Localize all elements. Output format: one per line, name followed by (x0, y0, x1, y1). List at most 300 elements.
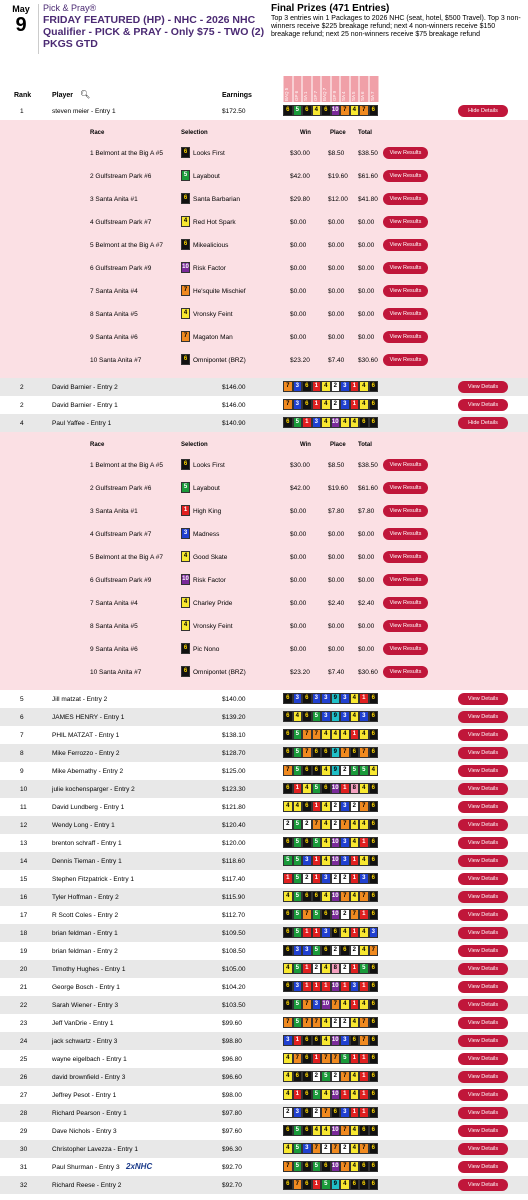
total-amount: $41.80 (358, 196, 378, 203)
selection-square: 4 (359, 855, 369, 866)
detail-row (0, 211, 528, 234)
view-details-button[interactable]: View Details (458, 711, 508, 723)
place-col-header: Place (330, 442, 346, 448)
view-results-button[interactable]: View Results (383, 193, 428, 205)
place-amount: $19.60 (328, 485, 348, 492)
earnings-cell: $120.00 (222, 840, 246, 847)
race-name: 1 Belmont at the Big A #5 (90, 462, 163, 469)
view-details-button[interactable]: View Details (458, 1089, 508, 1101)
view-results-button[interactable]: View Results (383, 620, 428, 632)
selection-square: 4 (283, 1071, 293, 1082)
selections (283, 1035, 378, 1046)
selection-square: 5 (293, 891, 303, 902)
selection-square: 7 (331, 999, 341, 1010)
horse-number: 6 (181, 354, 190, 365)
horse-number: 6 (181, 459, 190, 470)
player-cell[interactable]: Christopher Lavezza - Entry 1 (52, 1146, 138, 1153)
selection-square: 4 (283, 1143, 293, 1154)
race-header-0: BAQ 5 (283, 76, 293, 102)
view-results-button[interactable]: View Results (383, 528, 428, 540)
view-details-button[interactable]: View Details (458, 1017, 508, 1029)
selections (283, 1071, 378, 1082)
player-cell[interactable]: wayne eigelbach - Entry 1 (52, 1056, 127, 1063)
selection-square: 6 (331, 927, 341, 938)
view-details-button[interactable]: View Details (458, 747, 508, 759)
selection-square: 1 (350, 855, 360, 866)
rank-cell: 28 (20, 1110, 28, 1117)
table-row (0, 1014, 528, 1032)
view-details-button[interactable]: View Details (458, 693, 508, 705)
selection-square: 4 (321, 1035, 331, 1046)
selection-square: 10 (321, 999, 331, 1010)
selection-square: 7 (359, 1035, 369, 1046)
earnings-cell: $112.70 (222, 912, 246, 919)
table-row (0, 906, 528, 924)
selection-square: 1 (359, 1089, 369, 1100)
table-row (0, 744, 528, 762)
view-details-button[interactable]: View Details (458, 1107, 508, 1119)
selection-square: 6 (350, 747, 360, 758)
selection-square: 7 (359, 105, 369, 116)
rank-cell: 29 (20, 1128, 28, 1135)
selection-square: 6 (283, 909, 293, 920)
player-cell[interactable]: Paul Yaffee - Entry 1 (52, 420, 112, 427)
selection-square: 2 (331, 1071, 341, 1082)
selection-square: 6 (312, 765, 322, 776)
player-cell[interactable]: Richard Reese - Entry 2 (52, 1182, 122, 1189)
rank-cell: 5 (20, 696, 24, 703)
place-amount: $2.40 (328, 600, 345, 607)
win-amount: $0.00 (290, 508, 307, 515)
race-name: 4 Gulfstream Park #7 (90, 531, 152, 538)
view-details-button[interactable]: View Details (458, 381, 508, 393)
selection-square: 5 (293, 747, 303, 758)
selections (283, 999, 378, 1010)
player-cell[interactable]: brian feldman - Entry 2 (52, 948, 118, 955)
selection-square: 7 (340, 105, 350, 116)
horse-name: Santa Barbarian (193, 196, 240, 203)
player-cell[interactable]: Jeff VanDrie - Entry 1 (52, 1020, 114, 1027)
selection-square: 1 (359, 981, 369, 992)
horse-number: 4 (181, 597, 190, 608)
view-details-button[interactable]: View Details (458, 783, 508, 795)
view-results-button[interactable]: View Results (383, 574, 428, 586)
detail-row (0, 477, 528, 500)
selection-square: 2 (283, 1107, 293, 1118)
view-results-button[interactable]: View Results (383, 643, 428, 655)
earnings-cell: $123.30 (222, 786, 246, 793)
rank-cell: 6 (20, 714, 24, 721)
selection-square: 3 (293, 1107, 303, 1118)
horse-name: Vronsky Feint (193, 311, 233, 318)
selections (283, 711, 378, 722)
player-cell[interactable]: R Scott Coles - Entry 2 (52, 912, 119, 919)
view-details-button[interactable]: View Details (458, 873, 508, 885)
selection-square: 6 (321, 747, 331, 758)
player-cell[interactable]: Timothy Hughes - Entry 1 (52, 966, 126, 973)
earnings-cell: $115.90 (222, 894, 246, 901)
player-cell[interactable]: David Barnier - Entry 1 (52, 402, 118, 409)
selection-square: 5 (312, 711, 322, 722)
race-name: 8 Santa Anita #5 (90, 623, 138, 630)
race-col-header: Race (90, 442, 105, 448)
selection-square: 1 (350, 999, 360, 1010)
view-results-button[interactable]: View Results (383, 170, 428, 182)
selection-square: 4 (350, 1125, 360, 1136)
player-cell[interactable]: Paul Shurman - Entry 3 (52, 1164, 120, 1171)
selection-square: 7 (302, 909, 312, 920)
view-details-button[interactable]: View Details (458, 765, 508, 777)
player-cell[interactable]: Wendy Long - Entry 1 (52, 822, 115, 829)
view-results-button[interactable]: View Results (383, 331, 428, 343)
selection-square: 6 (369, 999, 379, 1010)
selection-square: 10 (331, 837, 341, 848)
selection-square: 1 (302, 417, 312, 428)
view-results-button[interactable]: View Results (383, 459, 428, 471)
view-results-button[interactable]: View Results (383, 216, 428, 228)
earnings-cell: $120.40 (222, 822, 246, 829)
date-day: 9 (15, 14, 27, 36)
selections (283, 783, 378, 794)
contest-title: FRIDAY FEATURED (HP) - NHC - 2026 NHC Qualifier - PICK & PRAY - Only $75 - TWO (2) PKGS GTD (43, 14, 265, 50)
horse-name: Risk Factor (193, 265, 226, 272)
selection-square: 6 (369, 711, 379, 722)
view-results-button[interactable]: View Results (383, 147, 428, 159)
player-cell[interactable]: Jill matzat - Entry 2 (52, 696, 108, 703)
view-results-button[interactable]: View Results (383, 505, 428, 517)
view-results-button[interactable]: View Results (383, 285, 428, 297)
selection-square: 5 (312, 909, 322, 920)
view-details-button[interactable]: View Details (458, 1071, 508, 1083)
selection-square: 2 (331, 801, 341, 812)
view-details-button[interactable]: View Details (458, 855, 508, 867)
player-cell[interactable]: Richard Pearson - Entry 1 (52, 1110, 127, 1117)
total-amount: $0.00 (358, 554, 375, 561)
hide-details-button[interactable]: Hide Details (458, 417, 508, 429)
selection-square: 6 (283, 1125, 293, 1136)
selection-square: 2 (331, 819, 341, 830)
selections (283, 381, 378, 392)
player-cell[interactable]: Tyler Hoffman - Entry 2 (52, 894, 119, 901)
player-cell[interactable]: David Barnier - Entry 2 (52, 384, 118, 391)
selection-square: 2 (340, 909, 350, 920)
selection-square: 6 (369, 105, 379, 116)
selection-square: 5 (293, 1017, 303, 1028)
total-amount: $0.00 (358, 646, 375, 653)
selection-square: 10 (331, 417, 341, 428)
selection-square: 7 (302, 1017, 312, 1028)
magnifier-icon[interactable]: 🔍︎ (80, 90, 91, 99)
win-amount: $0.00 (290, 554, 307, 561)
win-amount: $42.00 (290, 173, 310, 180)
view-details-button[interactable]: View Details (458, 819, 508, 831)
selection-square: 5 (293, 1143, 303, 1154)
selection-square: 4 (321, 1089, 331, 1100)
selection-square: 3 (340, 855, 350, 866)
view-details-button[interactable]: View Details (458, 1125, 508, 1137)
selection-square: 10 (331, 1089, 341, 1100)
view-results-button[interactable]: View Results (383, 239, 428, 251)
view-results-button[interactable]: View Results (383, 551, 428, 563)
selection-square: 4 (312, 1125, 322, 1136)
rank-cell: 2 (20, 384, 24, 391)
table-row (0, 378, 528, 396)
rank-cell: 11 (20, 804, 27, 811)
view-details-button[interactable]: View Details (458, 945, 508, 957)
selection-square: 7 (321, 1053, 331, 1064)
selection-square: 5 (293, 1125, 303, 1136)
selection-square: 3 (340, 1107, 350, 1118)
selection-square: 3 (312, 417, 322, 428)
selection-square: 4 (350, 1161, 360, 1172)
selection-square: 5 (293, 855, 303, 866)
selection-square: 5 (321, 1071, 331, 1082)
selection-square: 3 (321, 927, 331, 938)
place-amount: $7.80 (328, 508, 345, 515)
selection-square: 6 (350, 1035, 360, 1046)
player-cell[interactable]: Sarah Wiener - Entry 3 (52, 1002, 119, 1009)
selection-square: 7 (321, 1107, 331, 1118)
view-details-button[interactable]: View Details (458, 1179, 508, 1191)
win-amount: $0.00 (290, 334, 307, 341)
race-name: 10 Santa Anita #7 (90, 357, 142, 364)
race-name: 4 Gulfstream Park #7 (90, 219, 152, 226)
selections (283, 927, 378, 938)
table-row (0, 870, 528, 888)
selection-square: 6 (302, 801, 312, 812)
selection-square: 1 (359, 909, 369, 920)
selection-square: 6 (369, 891, 379, 902)
selection-square: 5 (312, 783, 322, 794)
player-cell[interactable]: brian feldman - Entry 1 (52, 930, 118, 937)
selection-square: 3 (293, 381, 303, 392)
place-amount: $7.40 (328, 357, 345, 364)
selection-square: 6 (359, 1161, 369, 1172)
selection-square: 6 (369, 963, 379, 974)
selections (283, 729, 378, 740)
table-row (0, 1122, 528, 1140)
selection-square: 2 (340, 963, 350, 974)
selection-square: 9 (331, 711, 341, 722)
selections (283, 1125, 378, 1136)
horse-number: 4 (181, 308, 190, 319)
player-cell[interactable]: JAMES HENRY - Entry 1 (52, 714, 125, 721)
selection-square: 6 (369, 981, 379, 992)
player-cell[interactable]: George Bosch - Entry 1 (52, 984, 120, 991)
selection-square: 4 (359, 999, 369, 1010)
horse-name: Looks First (193, 150, 225, 157)
selection-square: 3 (340, 711, 350, 722)
selection-square: 3 (293, 399, 303, 410)
detail-row (0, 500, 528, 523)
earnings-cell: $92.70 (222, 1182, 242, 1189)
table-row (0, 942, 528, 960)
selection-square: 4 (369, 765, 379, 776)
player-cell[interactable]: julie kochensparger - Entry 2 (52, 786, 135, 793)
selection-square: 6 (369, 381, 379, 392)
selection-square: 6 (369, 1089, 379, 1100)
player-cell[interactable]: Dave Nichols - Entry 3 (52, 1128, 117, 1135)
selection-square: 5 (350, 765, 360, 776)
selection-square: 4 (283, 891, 293, 902)
place-amount: $0.00 (328, 623, 345, 630)
selection-square: 5 (293, 909, 303, 920)
view-details-button[interactable]: View Details (458, 963, 508, 975)
selection-square: 6 (331, 1107, 341, 1118)
view-details-button[interactable]: View Details (458, 1161, 508, 1173)
selection-square: 7 (302, 999, 312, 1010)
player-cell[interactable]: jack schwartz - Entry 3 (52, 1038, 118, 1045)
view-details-button[interactable]: View Details (458, 927, 508, 939)
selection-square: 2 (340, 1143, 350, 1154)
view-details-button[interactable]: View Details (458, 891, 508, 903)
selection-square: 2 (312, 1071, 322, 1082)
view-results-button[interactable]: View Results (383, 262, 428, 274)
selection-square: 3 (340, 1035, 350, 1046)
player-cell[interactable]: steven meier - Entry 1 (52, 108, 116, 115)
selections (283, 693, 378, 704)
selection-square: 6 (283, 927, 293, 938)
player-cell[interactable]: David Lundberg - Entry 1 (52, 804, 125, 811)
entry-details (0, 120, 528, 378)
selection-square: 3 (283, 1035, 293, 1046)
view-details-button[interactable]: View Details (458, 801, 508, 813)
contest-title-block (43, 3, 265, 50)
win-amount: $0.00 (290, 219, 307, 226)
place-amount: $0.00 (328, 288, 345, 295)
selection-square: 4 (350, 693, 360, 704)
selection-square: 6 (283, 999, 293, 1010)
rank-cell: 22 (20, 1002, 28, 1009)
race-header-6: SA 4 (340, 76, 350, 102)
view-details-button[interactable]: View Details (458, 1035, 508, 1047)
race-header-1: GP 6 (293, 76, 303, 102)
player-cell[interactable]: brenton schraff - Entry 1 (52, 840, 122, 847)
selection-col-header: Selection (181, 130, 208, 136)
selection-square: 7 (293, 1179, 303, 1190)
selection-square: 3 (302, 855, 312, 866)
selection-square: 6 (369, 1017, 379, 1028)
player-cell[interactable]: Mike Ferrozzo - Entry 2 (52, 750, 120, 757)
player-cell[interactable]: Jeffrey Pesot - Entry 1 (52, 1092, 117, 1099)
player-cell[interactable]: Mike Abernathy - Entry 2 (52, 768, 124, 775)
earnings-cell: $97.60 (222, 1128, 242, 1135)
view-details-button[interactable]: View Details (458, 1143, 508, 1155)
player-cell[interactable]: Stephen Fitzpatrick - Entry 1 (52, 876, 135, 883)
horse-number: 6 (181, 193, 190, 204)
view-details-button[interactable]: View Details (458, 981, 508, 993)
contest-subtitle: Pick & Pray® (43, 3, 97, 13)
earnings-cell: $138.10 (222, 732, 246, 739)
selection-square: 7 (340, 1071, 350, 1082)
selection-square: 4 (359, 783, 369, 794)
selection-square: 5 (293, 837, 303, 848)
rank-cell: 4 (20, 420, 24, 427)
table-row (0, 924, 528, 942)
race-header-2: SA 1 (302, 76, 312, 102)
prizes-title: Final Prizes (471 Entries) (271, 3, 390, 14)
prizes-block (271, 3, 525, 39)
view-results-button[interactable]: View Results (383, 597, 428, 609)
selection-square: 6 (369, 837, 379, 848)
place-amount: $0.00 (328, 577, 345, 584)
table-row (0, 798, 528, 816)
selection-square: 3 (340, 801, 350, 812)
view-results-button[interactable]: View Results (383, 354, 428, 366)
player-cell[interactable]: david brownfield - Entry 3 (52, 1074, 126, 1081)
win-amount: $0.00 (290, 600, 307, 607)
selections (283, 105, 378, 116)
selection-square: 5 (321, 1179, 331, 1190)
total-amount: $0.00 (358, 265, 375, 272)
rank-cell: 7 (20, 732, 24, 739)
selections (283, 765, 378, 776)
selection-square: 4 (293, 801, 303, 812)
selection-square: 2 (283, 819, 293, 830)
view-results-button[interactable]: View Results (383, 308, 428, 320)
view-details-button[interactable]: View Details (458, 999, 508, 1011)
detail-row (0, 326, 528, 349)
selection-square: 6 (369, 855, 379, 866)
view-results-button[interactable]: View Results (383, 482, 428, 494)
selection-square: 1 (359, 693, 369, 704)
selection-square: 1 (293, 1089, 303, 1100)
date-month: May (12, 4, 30, 14)
selection-square: 5 (312, 945, 322, 956)
selection-square: 7 (283, 399, 293, 410)
view-results-button[interactable]: View Results (383, 666, 428, 678)
rank-cell: 26 (20, 1074, 28, 1081)
selection-square: 4 (350, 105, 360, 116)
view-details-button[interactable]: View Details (458, 909, 508, 921)
view-details-button[interactable]: View Details (458, 1053, 508, 1065)
table-row (0, 978, 528, 996)
selection-square: 6 (283, 981, 293, 992)
selections (283, 747, 378, 758)
view-details-button[interactable]: View Details (458, 837, 508, 849)
selection-square: 6 (369, 909, 379, 920)
selection-square: 7 (369, 945, 379, 956)
selection-square: 5 (293, 999, 303, 1010)
earnings-cell: $104.20 (222, 984, 246, 991)
selection-square: 4 (321, 417, 331, 428)
selection-square: 1 (312, 981, 322, 992)
table-row (0, 762, 528, 780)
detail-row (0, 280, 528, 303)
hide-details-button[interactable]: Hide Details (458, 105, 508, 117)
view-details-button[interactable]: View Details (458, 399, 508, 411)
selection-square: 3 (359, 711, 369, 722)
selection-square: 8 (331, 963, 341, 974)
player-cell[interactable]: Dennis Tieman - Entry 1 (52, 858, 122, 865)
view-details-button[interactable]: View Details (458, 729, 508, 741)
selection-square: 6 (359, 1179, 369, 1190)
selection-square: 3 (302, 945, 312, 956)
place-amount: $7.40 (328, 669, 345, 676)
rank-cell: 30 (20, 1146, 28, 1153)
selection-square: 6 (302, 711, 312, 722)
race-header-8: SA 6 (359, 76, 369, 102)
selection-square: 1 (340, 1089, 350, 1100)
selection-square: 3 (340, 837, 350, 848)
selection-square: 6 (321, 783, 331, 794)
selections (283, 945, 378, 956)
table-row (0, 834, 528, 852)
selection-square: 7 (331, 1143, 341, 1154)
place-amount: $0.00 (328, 531, 345, 538)
player-cell[interactable]: PHIL MATZAT - Entry 1 (52, 732, 120, 739)
selection-square: 4 (350, 417, 360, 428)
